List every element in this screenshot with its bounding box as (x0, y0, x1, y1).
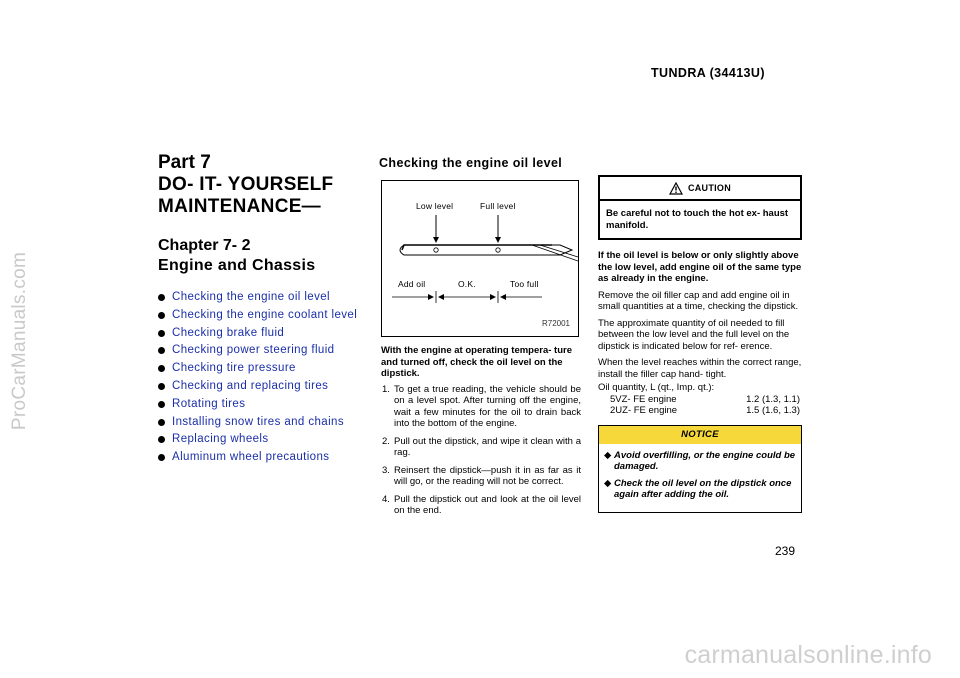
topic-link-label: Checking the engine coolant level (172, 308, 358, 321)
bullet-icon (158, 436, 165, 443)
spec-label: Oil quantity, L (qt., Imp. qt.): (598, 382, 715, 393)
watermark-bottom: carmanualsonline.info (684, 641, 932, 669)
bullet-icon (158, 330, 165, 337)
topic-link-label: Checking and replacing tires (172, 379, 329, 392)
topic-link[interactable] (158, 342, 363, 360)
figure-label-too-full: Too full (510, 279, 539, 289)
topic-list (158, 289, 363, 467)
figure-code: R72001 (541, 319, 570, 328)
notice-body (599, 444, 801, 512)
topic-link-label: Installing snow tires and chains (172, 415, 344, 428)
caution-text: Be careful not to touch the hot ex- haust manifold. (606, 208, 789, 231)
topic-link-label: Replacing wheels (172, 433, 269, 446)
step-text: To get a true reading, the vehicle should be on a level spot. After turning off the engine, wait a few minutes for the oil to drain back into the bottom of the engine. (394, 383, 581, 429)
step-number: 1. (382, 383, 390, 395)
intro-text: With the engine at operating tempera- ture and turned off, check the oil level on the dipstick. (381, 345, 572, 379)
chapter-label: Chapter 7- 2 (158, 237, 251, 254)
notice-title: NOTICE (599, 426, 801, 444)
bullet-icon (158, 347, 165, 354)
topic-link[interactable] (158, 378, 363, 396)
figure-label-full-level: Full level (480, 201, 516, 211)
header-title: TUNDRA (34413U) (651, 66, 765, 80)
caution-title: CAUTION (687, 183, 732, 193)
step-text: Reinsert the dipstick—push it in as far as it will go, or the reading will not be correct. (394, 464, 581, 487)
topic-link[interactable] (158, 289, 363, 307)
notice-item (604, 478, 796, 501)
steps-list (381, 384, 581, 517)
step-item (381, 494, 581, 517)
bullet-icon (158, 383, 165, 390)
paragraph-quantity: The approximate quantity of oil needed to fill between the low level and the full level on the dipstick is indicated below for ref- erence. (598, 317, 790, 352)
topic-link[interactable] (158, 414, 363, 432)
notice-box (598, 425, 802, 513)
topic-link[interactable] (158, 449, 363, 467)
paragraph-add-oil: Remove the oil filler cap and add engine oil in small quantities at a time, checking the dipstick. (598, 289, 799, 312)
step-number: 2. (382, 435, 390, 447)
figure-label-add-oil: Add oil (398, 279, 426, 289)
oil-quantity-table (598, 382, 800, 417)
spec-value: 1.5 (1.6, 1.3) (746, 405, 800, 416)
caution-box (598, 175, 802, 240)
oil-low-instruction: If the oil level is below or only slightly above the low level, add engine oil of the same type as already in the engine. (598, 250, 802, 284)
topic-link-label: Checking tire pressure (172, 362, 296, 375)
bullet-icon (158, 401, 165, 408)
chapter-title: Engine and Chassis (158, 257, 316, 274)
warning-triangle-icon (669, 182, 683, 195)
step-text: Pull the dipstick out and look at the oil level on the end. (394, 493, 581, 516)
spec-row (598, 394, 800, 406)
topic-link[interactable] (158, 307, 363, 325)
dipstick-illustration (382, 181, 578, 336)
topic-link-label: Aluminum wheel precautions (172, 451, 330, 464)
step-item (381, 384, 581, 430)
section-heading: Checking the engine oil level (379, 156, 563, 170)
step-number: 3. (382, 464, 390, 476)
page-number: 239 (775, 544, 796, 558)
step-item (381, 436, 581, 459)
notice-item-text: Check the oil level on the dipstick once again after adding the oil. (614, 477, 792, 500)
spec-value: 1.2 (1.3, 1.1) (746, 393, 800, 405)
topic-link[interactable] (158, 396, 363, 414)
section-main (381, 156, 581, 523)
part-label: Part 7 (158, 152, 211, 173)
topic-link[interactable] (158, 360, 363, 378)
figure-label-ok: O.K. (458, 279, 476, 289)
diamond-icon: ◆ (604, 477, 612, 489)
dipstick-figure (381, 180, 579, 337)
step-number: 4. (382, 493, 390, 505)
topic-link-label: Rotating tires (172, 397, 246, 410)
step-text: Pull out the dipstick, and wipe it clean with a rag. (394, 435, 581, 458)
notice-item (604, 450, 796, 473)
topic-link-label: Checking power steering fluid (172, 344, 335, 357)
diamond-icon: ◆ (604, 449, 612, 461)
bullet-icon (158, 312, 165, 319)
topic-link-label: Checking brake fluid (172, 326, 285, 339)
spec-row (598, 405, 800, 417)
spec-engine: 5VZ- FE engine (610, 393, 677, 405)
sidebar (158, 152, 363, 467)
topic-link[interactable] (158, 325, 363, 343)
caution-header (600, 177, 800, 201)
topic-link-label: Checking the engine oil level (172, 291, 331, 303)
bullet-icon (158, 294, 165, 301)
watermark-left: ProCarManuals.com (9, 251, 30, 431)
paragraph-filler-cap: When the level reaches within the correct range, install the filler cap hand- tight. (598, 357, 802, 380)
spec-engine: 2UZ- FE engine (610, 405, 678, 416)
notice-item-text: Avoid overfilling, or the engine could be damaged. (614, 449, 796, 472)
step-item (381, 465, 581, 488)
topic-link[interactable] (158, 431, 363, 449)
figure-label-low-level: Low level (416, 201, 454, 211)
part-title: DO- IT- YOURSELF MAINTENANCE— (158, 174, 334, 217)
bullet-icon (158, 365, 165, 372)
bullet-icon (158, 454, 165, 461)
section-right (598, 175, 802, 513)
bullet-icon (158, 419, 165, 426)
